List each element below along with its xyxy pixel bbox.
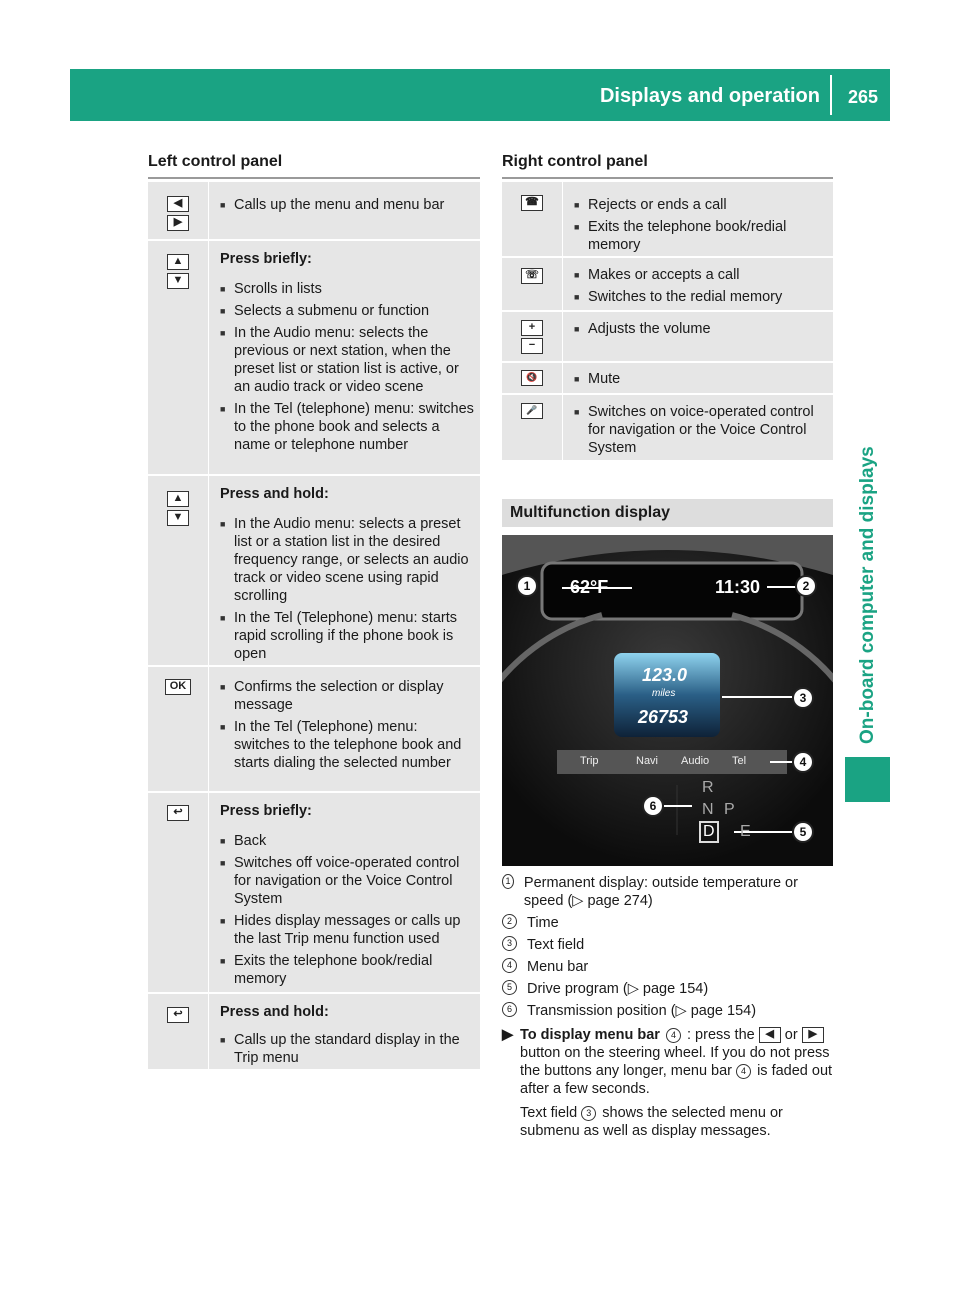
right-arrow-key-icon: ▶: [802, 1027, 824, 1043]
right-control-table: [502, 182, 833, 460]
left-arrow-key-icon: ◀: [759, 1027, 781, 1043]
instruction-text: is faded out after a few seconds.: [520, 1063, 833, 1097]
instruction-callout-3: 3: [581, 1106, 596, 1121]
row-text: [574, 320, 827, 338]
table-row: [502, 312, 833, 361]
row-text: [220, 678, 474, 772]
table-row: [148, 241, 480, 474]
mf-display-title: Multifunction display: [510, 504, 670, 521]
legend-item: [502, 980, 834, 998]
legend-number: 6: [502, 1002, 517, 1017]
gear-n: N: [702, 801, 714, 818]
chapter-marker: [845, 757, 890, 802]
header-separator: [830, 75, 832, 115]
row-heading: Press briefly:: [220, 803, 312, 819]
table-row: [148, 793, 480, 992]
key-cell: [502, 182, 563, 269]
legend-list: [502, 874, 834, 1020]
row-text: [220, 196, 474, 214]
time-readout: 11:30: [715, 577, 761, 597]
instruction-label: To display menu bar: [520, 1027, 660, 1043]
row-text: [574, 370, 827, 388]
page-header: [70, 69, 890, 121]
list-item: ■ Selects a submenu or function: [220, 302, 474, 320]
instrument-cluster-image: [502, 535, 833, 866]
legend-text: Permanent display: outside temperature or speed (▷ page 274): [523, 875, 798, 909]
callout-6: 6: [642, 795, 664, 817]
legend-text: Drive program (▷ page 154): [527, 981, 709, 997]
instruction-note: [520, 1104, 834, 1140]
table-row: [148, 667, 480, 791]
table-row: [148, 476, 480, 665]
gear-d: D: [703, 823, 715, 840]
list-item: ■ Exits the telephone book/redial memory: [574, 218, 827, 254]
callout-1: 1: [516, 575, 538, 597]
key-cell: [502, 395, 563, 468]
legend-item: [502, 958, 834, 976]
table-row: [148, 994, 480, 1069]
gear-p: P: [724, 801, 735, 818]
list-item: ■ Switches to the redial memory: [574, 288, 827, 306]
chapter-tab-label: On-board computer and displays: [857, 446, 878, 744]
instruction-text: shows the selected menu or submenu as well as display messages.: [520, 1105, 783, 1139]
mute-key-icon: 🔇: [521, 370, 543, 386]
key-cell: [148, 476, 209, 680]
left-panel-title: Left control panel: [148, 153, 283, 170]
instruction-callout-4: 4: [666, 1028, 681, 1043]
odometer-unit: miles: [652, 688, 676, 699]
up-arrow-key-icon: ▲: [167, 491, 189, 507]
left-control-table: [148, 182, 480, 1069]
legend-item: [502, 936, 834, 954]
list-item: ■ Mute: [574, 370, 827, 388]
table-row: [148, 182, 480, 239]
microphone-key-icon: 🎤: [521, 403, 543, 419]
volume-up-key-icon: +: [521, 320, 543, 336]
key-cell: [148, 994, 209, 1082]
legend-text: Menu bar: [527, 959, 589, 975]
instruction-text: or: [784, 1027, 798, 1043]
instruction-block: [502, 1026, 834, 1140]
up-arrow-key-icon: ▲: [167, 254, 189, 270]
instruction-step: [502, 1026, 834, 1140]
down-arrow-key-icon: ▼: [167, 273, 189, 289]
list-item: ■ Back: [220, 832, 474, 850]
instruction-text: Text field: [520, 1105, 578, 1121]
legend-number: 3: [502, 936, 517, 951]
legend-item: [502, 914, 834, 932]
row-text: [574, 403, 827, 457]
row-heading: Press briefly:: [220, 251, 312, 267]
callout-3: 3: [792, 687, 814, 709]
instruction-text: If you do not press the buttons any longer, menu bar: [520, 1045, 830, 1079]
right-panel-title: Right control panel: [502, 153, 648, 170]
list-item: ■ Rejects or ends a call: [574, 196, 827, 214]
list-item: ■ Makes or accepts a call: [574, 266, 827, 284]
legend-number: 4: [502, 958, 517, 973]
legend-text: Text field: [527, 937, 585, 953]
row-heading: Press and hold:: [220, 1004, 329, 1020]
back-key-icon: ↩: [167, 805, 189, 821]
table-row: [502, 258, 833, 310]
table-row: [502, 395, 833, 460]
callout-2: 2: [795, 575, 817, 597]
key-cell: [148, 241, 209, 487]
temperature-readout: 62°F: [570, 577, 609, 597]
key-cell: [148, 793, 209, 1004]
legend-item: [502, 1002, 834, 1020]
chapter-tab: [845, 121, 890, 749]
list-item: ■ In the Tel (telephone) menu: switches to the phone book and selects a name or telephone number: [220, 400, 474, 454]
callout-5: 5: [792, 821, 814, 843]
legend-item: [502, 874, 834, 910]
legend-text: Time: [527, 915, 559, 931]
callout-4: 4: [792, 751, 814, 773]
gear-r: R: [702, 779, 714, 796]
row-text: [220, 485, 474, 663]
back-key-icon: ↩: [167, 1007, 189, 1023]
row-text: [220, 250, 474, 454]
legend-text: Transmission position (▷ page 154): [527, 1003, 757, 1019]
menu-item-navi: Navi: [636, 755, 659, 767]
list-item: ■ In the Tel (Telephone) menu: starts rapid scrolling if the phone book is open: [220, 609, 474, 663]
legend-number: 2: [502, 914, 517, 929]
legend-number: 5: [502, 980, 517, 995]
left-panel-rule: [148, 177, 480, 179]
list-item: ■ Adjusts the volume: [574, 320, 827, 338]
table-row: [502, 182, 833, 256]
odometer-trip-readout: 123.0: [642, 665, 688, 685]
down-arrow-key-icon: ▼: [167, 510, 189, 526]
key-cell: [502, 312, 563, 369]
row-text: [220, 802, 474, 988]
ok-key-icon: OK: [165, 679, 191, 695]
call-key-icon: ☏: [521, 268, 543, 284]
row-text: [574, 266, 827, 306]
list-item: ■ Switches on voice-operated control for navigation or the Voice Control System: [574, 403, 827, 457]
instruction-text: button on the steering wheel.: [520, 1045, 707, 1061]
table-row: [502, 363, 833, 393]
row-text: [574, 196, 827, 254]
list-item: ■ Hides display messages or calls up the last Trip menu function used: [220, 912, 474, 948]
row-text: [220, 1003, 474, 1067]
list-item: ■ Calls up the menu and menu bar: [220, 196, 474, 214]
menu-item-tel: Tel: [732, 755, 747, 767]
mf-display-heading-bar: [502, 499, 833, 527]
key-cell: [502, 258, 563, 320]
odometer-total-readout: 26753: [638, 707, 689, 727]
list-item: ■ Exits the telephone book/redial memory: [220, 952, 474, 988]
volume-down-key-icon: −: [521, 338, 543, 354]
cluster-graphic: [502, 535, 833, 866]
menu-item-audio: Audio: [681, 755, 710, 767]
drive-program-e: E: [740, 823, 751, 840]
step-arrow-icon: ▶: [502, 1027, 514, 1043]
instruction-text: : press the: [687, 1027, 755, 1043]
list-item: ■ Calls up the standard display in the Trip menu: [220, 1031, 474, 1067]
legend-number: 1: [502, 874, 514, 889]
right-panel-rule: [502, 177, 833, 179]
right-arrow-key-icon: ▶: [167, 215, 189, 231]
list-item: ■ In the Audio menu: selects a preset list or a station list in the desired frequency range, or selects an audio track or video scene using rapid scrolling: [220, 515, 474, 605]
list-item: ■ In the Audio menu: selects the previous or next station, when the preset list or station list is active, or an audio track or video scene: [220, 324, 474, 396]
row-heading: Press and hold:: [220, 486, 329, 502]
menu-item-trip: Trip: [580, 755, 599, 767]
key-cell: [148, 667, 209, 803]
end-call-key-icon: ☎: [521, 195, 543, 211]
header-title: Displays and operation: [599, 85, 820, 107]
list-item: ■ In the Tel (Telephone) menu: switches to the telephone book and starts dialing the selected number: [220, 718, 474, 772]
list-item: ■ Confirms the selection or display message: [220, 678, 474, 714]
list-item: ■ Switches off voice-operated control for navigation or the Voice Control System: [220, 854, 474, 908]
left-arrow-key-icon: ◀: [167, 196, 189, 212]
page-number: 265: [847, 87, 878, 107]
instruction-callout-4: 4: [736, 1064, 751, 1079]
list-item: ■ Scrolls in lists: [220, 280, 474, 298]
